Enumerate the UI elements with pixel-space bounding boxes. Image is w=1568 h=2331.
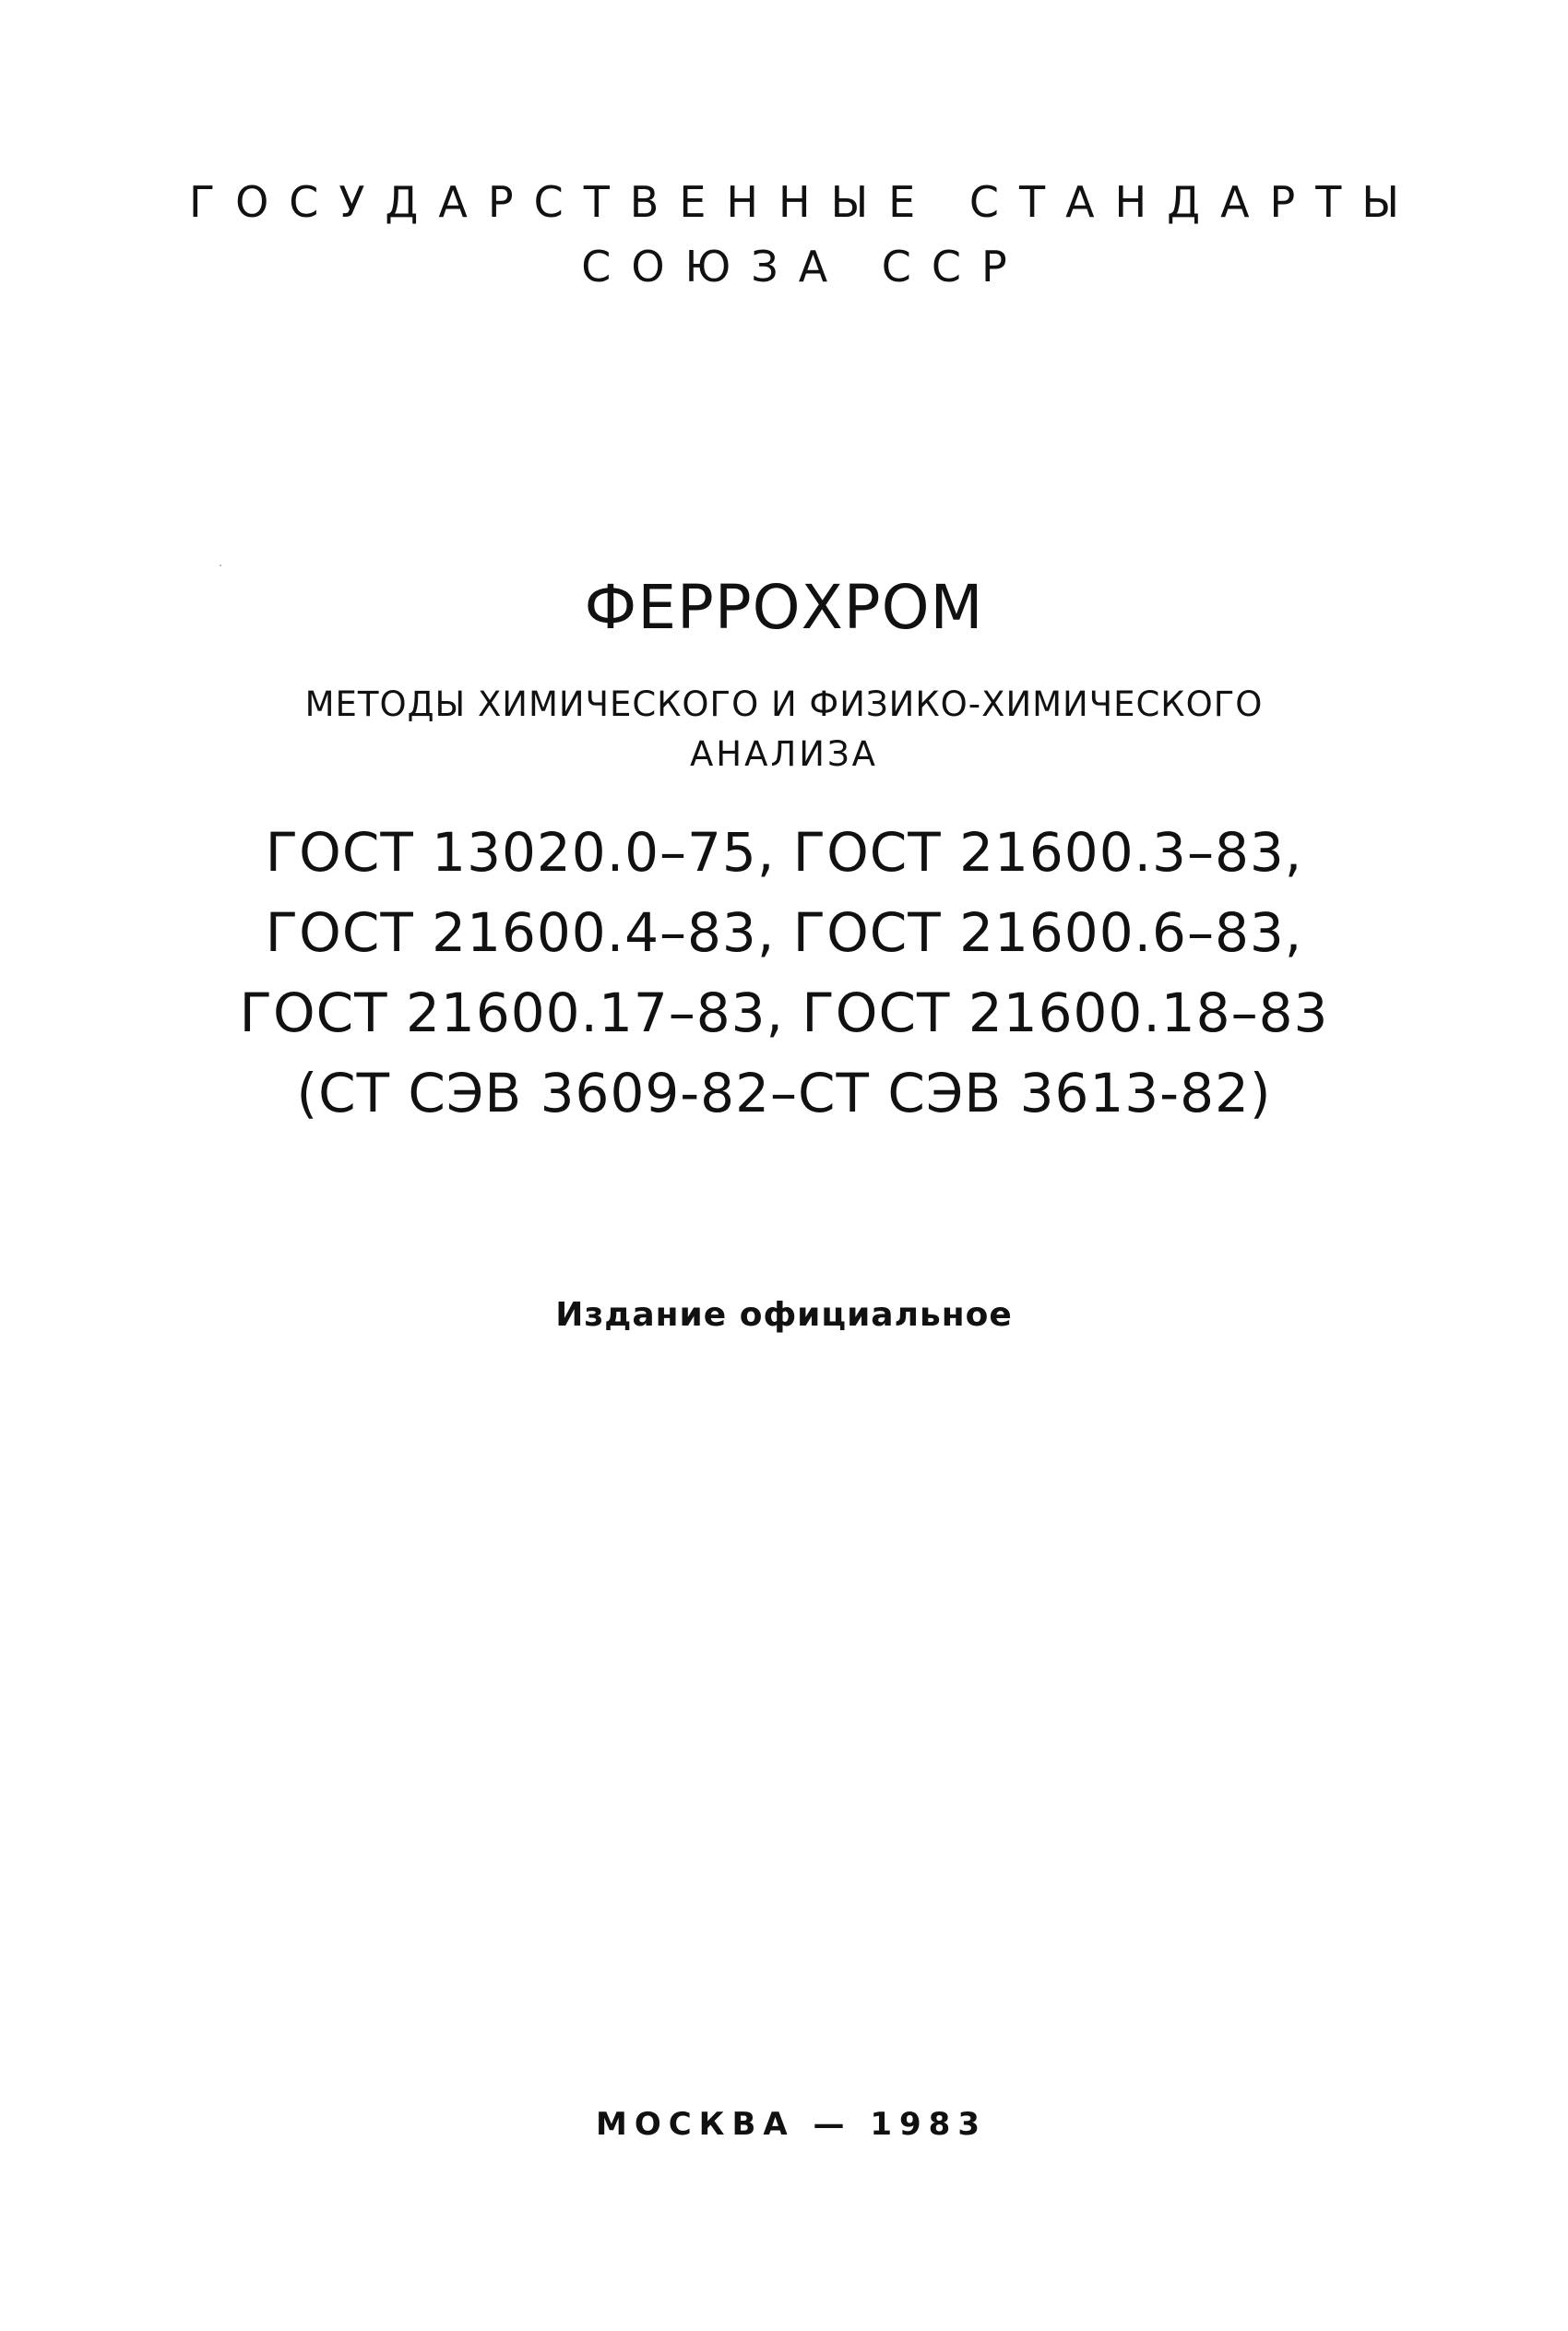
publisher-header-line-2: СОЮЗА ССР [581,242,1028,291]
standard-numbers-line-3: ГОСТ 21600.17–83, ГОСТ 21600.18–83 [239,981,1329,1044]
standard-numbers-line-4: (СТ СЭВ 3609-82–СТ СЭВ 3613-82) [296,1062,1272,1124]
standard-numbers-line-1: ГОСТ 13020.0–75, ГОСТ 21600.3–83, [265,821,1303,884]
publisher-header-line-1: ГОСУДАРСТВЕННЫЕ СТАНДАРТЫ [189,177,1420,227]
document-title: ФЕРРОХРОМ [584,572,984,643]
standard-numbers-line-2: ГОСТ 21600.4–83, ГОСТ 21600.6–83, [265,901,1303,964]
document-subtitle-line-1: МЕТОДЫ ХИМИЧЕСКОГО И ФИЗИКО-ХИМИЧЕСКОГО [304,684,1264,724]
document-subtitle-line-2: АНАЛИЗА [690,734,878,774]
imprint-city-year: МОСКВА — 1983 [595,2106,987,2143]
scan-speck [220,565,221,566]
edition-note: Издание официальное [555,1296,1013,1334]
